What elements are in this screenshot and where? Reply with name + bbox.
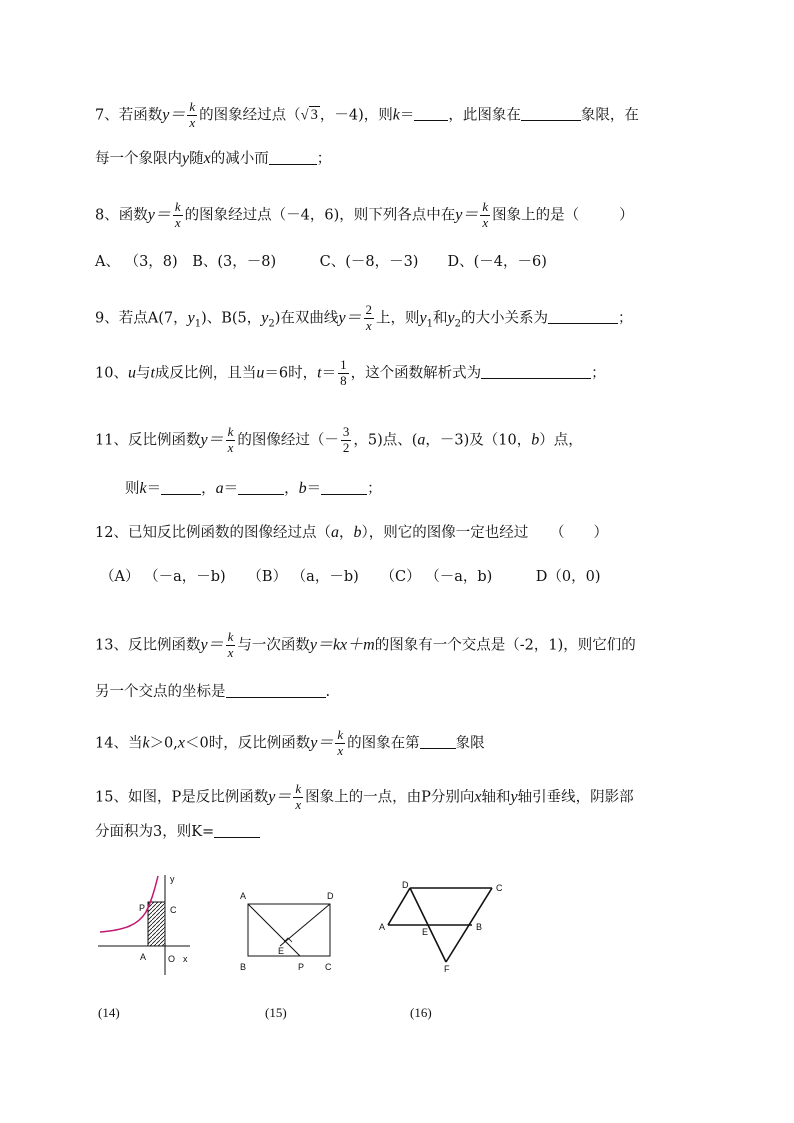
caption-figure-16: (16): [410, 1005, 432, 1020]
answer-blank: [414, 106, 448, 121]
label-a: A: [240, 891, 247, 901]
answer-blank: [161, 480, 201, 495]
label-o: O: [168, 954, 176, 964]
answer-blank: [521, 106, 581, 121]
question-12: 12、已知反比例函数的图像经过点（a，b），则它的图像一定也经过 （ ）: [95, 524, 608, 541]
question-12-options: （A） （－a，－b) （B） （a，－b) （C） （－a，b) D（0，0): [100, 569, 601, 585]
question-8-line-1: 8、函数y＝ $\frac{k}{x}$ 的图象经过点（－4，6)，则下列各点中在y＝ $\frac{k}{x}$ 图象上的是（ ）: [95, 199, 634, 230]
caption-figure-15: (15): [265, 1005, 287, 1020]
figures-row: [0, 860, 794, 1000]
fraction-2-over-x: $\frac{2}{x}$: [365, 302, 373, 333]
question-14: 14、当k＞0,x＜0时，反比例函数y＝ $\frac{k}{x}$ 的图象在第 象限: [95, 727, 485, 758]
label-p: P: [139, 903, 146, 913]
label-a: A: [140, 952, 147, 962]
answer-blank: [269, 150, 317, 165]
label-x: x: [183, 954, 188, 964]
fraction-k-over-x: $\frac{k}{x}$: [227, 424, 234, 455]
fraction-k-over-x: $\frac{k}{x}$: [189, 99, 196, 130]
fraction-1-over-8: $\frac{1}{8}$: [340, 357, 347, 388]
rectangle-abcd: [248, 904, 330, 956]
fraction-k-over-x: $\frac{k}{x}$: [227, 629, 234, 660]
figure-15-rectangle: [240, 891, 334, 972]
answer-blank: [420, 734, 456, 749]
label-d: D: [327, 891, 334, 901]
diagonal-dp: [280, 904, 330, 946]
label-y: y: [170, 874, 175, 884]
diagonal-ap: [248, 904, 300, 956]
label-d: D: [402, 880, 409, 890]
question-11-line-2: 则k＝ ，a＝ ，b＝ ；: [125, 480, 382, 497]
question-15-line-1: 15、如图，P是反比例函数y＝ $\frac{k}{x}$ 图象上的一点，由P分别向x轴和y轴引垂线，阴影部: [95, 781, 634, 812]
segment-ad: [388, 888, 410, 925]
figure-14-hyperbola: [98, 874, 190, 975]
question-8-options: A、 （3，8) B、(3，－8) C、(－8，－3) D、(－4，－6): [95, 254, 547, 270]
question-13-line-2: 另一个交点的坐标是 .: [95, 684, 331, 700]
label-b: B: [476, 922, 483, 932]
label-c: C: [496, 883, 503, 893]
fraction-k-over-x: $\frac{k}{x}$: [174, 199, 181, 230]
answer-blank: [226, 683, 326, 698]
label-c: C: [325, 962, 332, 972]
answer-blank: [481, 364, 591, 379]
label-c: C: [170, 905, 177, 915]
label-f: F: [444, 964, 450, 974]
fraction-3-over-2: $\frac{3}{2}$: [342, 424, 350, 455]
question-15-line-2: 分面积为3，则K=: [95, 823, 260, 840]
fraction-k-over-x: $\frac{k}{x}$: [482, 199, 489, 230]
caption-figure-14: (14): [98, 1005, 120, 1020]
question-11-line-1: 11、反比例函数y＝ $\frac{k}{x}$ 的图像经过（－ $\frac{3}{2}$ ，5)点、(a，－3)及（10，b）点，: [95, 424, 583, 455]
label-e: E: [278, 946, 285, 956]
question-9: 9、若点A(7，$y_1$)、B(5，$y_2$)在双曲线y＝ $\frac{2}{x}$ 上，则$y_1$和$y_2$的大小关系为 ；: [95, 302, 633, 333]
label-b: B: [240, 962, 247, 972]
label-a: A: [379, 922, 386, 932]
answer-blank: [214, 823, 260, 838]
question-7-line-1: 7、若函数y＝ $\frac{k}{x}$ 的图象经过点（√ 3 ，－4)，则k＝ ，此图象在 象限，在: [95, 99, 639, 130]
fraction-k-over-x: $\frac{k}{x}$: [295, 781, 302, 812]
label-e: E: [422, 927, 429, 937]
question-7-line-2: 每一个象限内y随x的减小而 ；: [95, 150, 332, 167]
fraction-k-over-x: $\frac{k}{x}$: [337, 727, 344, 758]
figure-16-trapezoid: [379, 880, 503, 974]
sqrt-3: √ 3: [300, 107, 318, 124]
shaded-region: [148, 902, 165, 946]
question-13-line-1: 13、反比例函数y＝ $\frac{k}{x}$ 与一次函数y＝kx＋m的图象有一个交点是（-2，1)，则它们的: [95, 629, 636, 660]
answer-blank: [548, 309, 618, 324]
label-p: P: [298, 962, 305, 972]
answer-blank: [321, 480, 367, 495]
question-10: 10、u与t成反比例，且当u＝6时，t＝ $\frac{1}{8}$ ，这个函数解析式为 ；: [95, 357, 606, 388]
answer-blank: [238, 480, 284, 495]
